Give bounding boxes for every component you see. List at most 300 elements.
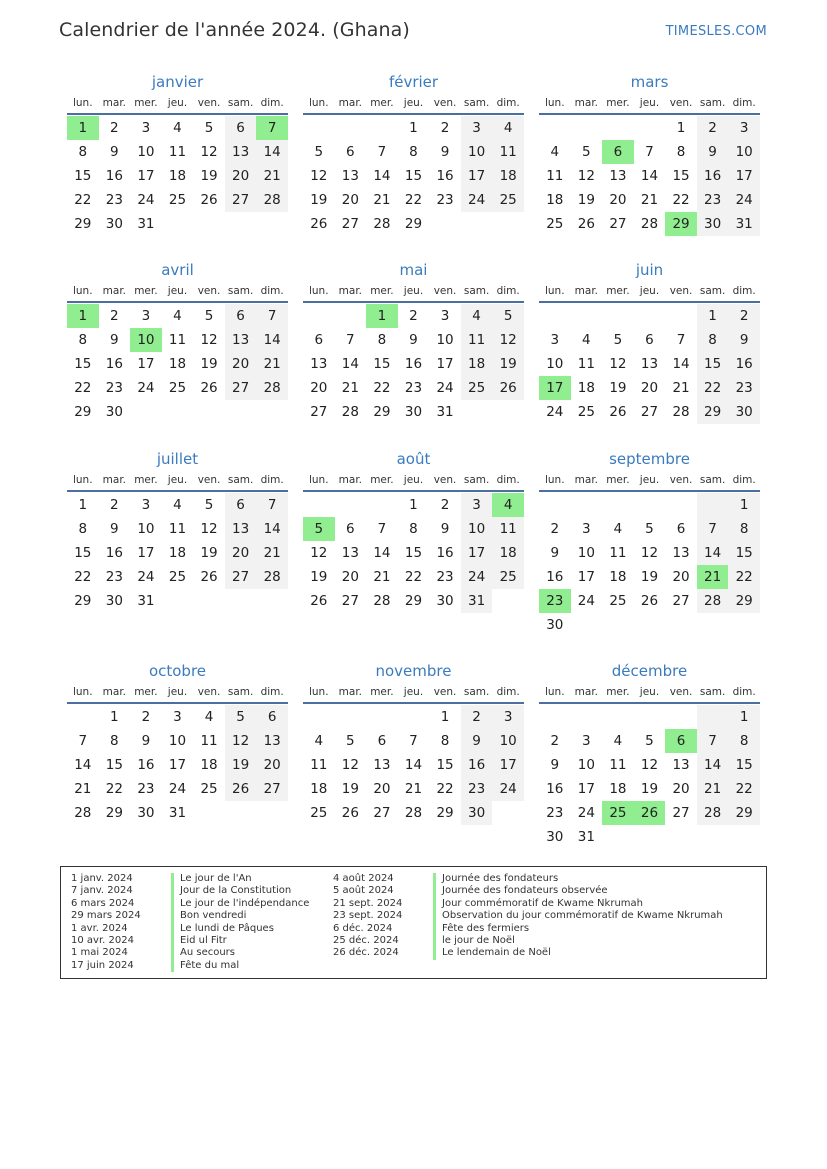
weekday-label: mar. — [338, 285, 363, 297]
day-cell: 19 — [640, 569, 659, 585]
weekday-label: mer. — [134, 97, 158, 109]
day-cell: 5 — [314, 144, 324, 160]
weekday-label: dim. — [732, 474, 756, 486]
holiday-date: 21 sept. 2024 — [333, 897, 403, 909]
day-cell: 30 — [546, 829, 564, 845]
empty-cell — [634, 705, 666, 729]
day-cell: 2 — [728, 304, 760, 328]
holiday-legend — [60, 866, 767, 979]
month-name: mars — [630, 73, 669, 91]
month-10 — [303, 660, 524, 825]
day-cell: 29 — [404, 216, 423, 232]
weekday-label: dim. — [260, 97, 284, 109]
day-cell: 10 — [546, 356, 564, 372]
weekday-label: lun. — [308, 474, 329, 486]
empty-cell — [492, 212, 524, 236]
weekday-label: sam. — [227, 97, 254, 109]
empty-cell — [665, 304, 697, 328]
month-0 — [67, 71, 288, 236]
day-cell: 11 — [168, 521, 187, 537]
weekday-label: ven. — [197, 285, 221, 297]
month-5 — [539, 259, 760, 424]
weekday-label: dim. — [732, 686, 756, 698]
day-cell: 5 — [645, 521, 654, 537]
weekday-label: mer. — [134, 474, 158, 486]
day-cell: 8 — [78, 332, 88, 348]
day-cell: 14 — [697, 541, 729, 565]
day-cell: 19 — [609, 380, 627, 396]
weekday-label: lun. — [544, 474, 565, 486]
day-cell: 3 — [582, 521, 591, 537]
day-cell: 11 — [546, 168, 564, 184]
month-name: novembre — [375, 662, 452, 680]
day-cell: 12 — [200, 332, 218, 348]
empty-cell — [225, 801, 257, 825]
day-cell: 21 — [373, 569, 391, 585]
day-cell: 30 — [137, 805, 155, 821]
day-cell: 13 — [640, 356, 659, 372]
day-cell: 6 — [225, 304, 257, 328]
day-cell: 23 — [105, 192, 123, 208]
holiday-name: Observation du jour commémoratif de Kwame Nkrumah — [433, 910, 723, 922]
day-cell: 30 — [436, 593, 454, 609]
holiday-date: 25 déc. 2024 — [333, 934, 399, 946]
weekday-label: dim. — [260, 285, 284, 297]
empty-cell — [697, 705, 729, 729]
day-cell: 22 — [105, 781, 123, 797]
weekday-label: jeu. — [639, 97, 660, 109]
weekday-label: lun. — [72, 686, 93, 698]
day-cell: 1 — [440, 709, 450, 725]
day-cell: 5 — [346, 733, 355, 749]
day-cell: 7 — [256, 304, 288, 328]
weekday-header — [303, 93, 524, 115]
day-cell: 19 — [225, 753, 257, 777]
day-cell: 22 — [373, 380, 391, 396]
month-3 — [67, 259, 288, 424]
day-cell: 25 — [461, 376, 493, 400]
weekday-header — [539, 682, 760, 704]
day-cell: 10 — [436, 332, 454, 348]
day-cell: 17 — [436, 356, 454, 372]
day-cell: 21 — [404, 781, 423, 797]
holiday-date: 7 janv. 2024 — [71, 885, 133, 897]
day-cell: 24 — [436, 380, 454, 396]
day-cell: 2 — [110, 120, 119, 136]
empty-cell — [634, 825, 666, 849]
day-cell: 25 — [577, 404, 595, 420]
day-cell: 28 — [373, 216, 391, 232]
day-cell: 15 — [373, 356, 391, 372]
day-cell: 24 — [137, 380, 155, 396]
day-cell: 27 — [341, 216, 359, 232]
weekday-label: mer. — [134, 285, 158, 297]
weekday-label: dim. — [732, 285, 756, 297]
day-cell: 17 — [168, 757, 187, 773]
day-cell: 31 — [137, 593, 155, 609]
month-4 — [303, 259, 524, 424]
empty-cell — [492, 400, 524, 424]
day-cell: 7 — [256, 493, 288, 517]
holiday-date: 26 déc. 2024 — [333, 947, 399, 959]
day-cell: 25 — [602, 801, 634, 825]
weekday-label: jeu. — [403, 686, 424, 698]
day-cell: 9 — [728, 328, 760, 352]
day-cell: 22 — [728, 565, 760, 589]
day-cell: 17 — [728, 164, 760, 188]
day-cell: 11 — [461, 328, 493, 352]
day-cell: 22 — [74, 192, 92, 208]
day-cell: 29 — [74, 404, 92, 420]
day-cell: 15 — [436, 757, 454, 773]
empty-cell — [303, 304, 335, 328]
day-cell: 1 — [78, 497, 88, 513]
day-cell: 12 — [609, 356, 627, 372]
holiday-name: Eid ul Fitr — [171, 935, 227, 947]
day-cell: 1 — [67, 116, 99, 140]
day-cell: 3 — [728, 116, 760, 140]
day-cell: 28 — [341, 404, 359, 420]
day-cell: 26 — [492, 376, 524, 400]
day-cell: 10 — [461, 517, 493, 541]
weekday-header — [539, 470, 760, 492]
month-1 — [303, 71, 524, 236]
day-grid — [67, 304, 288, 424]
day-cell: 22 — [728, 777, 760, 801]
day-cell: 20 — [341, 192, 359, 208]
weekday-label: mer. — [606, 686, 630, 698]
weekday-label: mar. — [338, 474, 363, 486]
month-7 — [303, 448, 524, 613]
empty-cell — [303, 116, 335, 140]
weekday-label: jeu. — [167, 97, 188, 109]
day-cell: 28 — [373, 593, 391, 609]
day-cell: 22 — [436, 781, 454, 797]
weekday-label: dim. — [260, 474, 284, 486]
day-cell: 15 — [74, 545, 92, 561]
day-cell: 30 — [105, 593, 123, 609]
weekday-header — [303, 470, 524, 492]
day-cell: 14 — [404, 757, 423, 773]
brand-link[interactable]: TIMESLES.COM — [665, 24, 767, 39]
day-cell: 18 — [200, 757, 218, 773]
day-cell: 17 — [577, 781, 595, 797]
day-grid — [303, 304, 524, 424]
day-cell: 9 — [409, 332, 418, 348]
day-cell: 16 — [105, 168, 123, 184]
weekday-label: sam. — [699, 97, 726, 109]
weekday-label: mar. — [574, 285, 599, 297]
empty-cell — [697, 493, 729, 517]
holiday-date: 23 sept. 2024 — [333, 910, 403, 922]
day-cell: 10 — [577, 545, 595, 561]
day-cell: 25 — [546, 216, 564, 232]
day-cell: 14 — [373, 545, 391, 561]
day-cell: 17 — [137, 545, 155, 561]
day-cell: 19 — [200, 168, 218, 184]
empty-cell — [193, 212, 225, 236]
empty-cell — [461, 400, 493, 424]
month-name: décembre — [611, 662, 688, 680]
empty-cell — [602, 825, 634, 849]
weekday-header — [67, 93, 288, 115]
day-cell: 21 — [74, 781, 92, 797]
empty-cell — [303, 493, 335, 517]
day-cell: 9 — [141, 733, 151, 749]
day-cell: 18 — [492, 164, 524, 188]
day-cell: 11 — [168, 144, 187, 160]
day-cell: 17 — [461, 164, 493, 188]
month-name: mai — [399, 261, 428, 279]
day-cell: 5 — [204, 497, 214, 513]
empty-cell — [256, 212, 288, 236]
holiday-name: Fête du mal — [171, 960, 239, 972]
day-cell: 18 — [310, 781, 328, 797]
empty-cell — [335, 304, 367, 328]
day-cell: 22 — [404, 192, 423, 208]
day-cell: 18 — [492, 541, 524, 565]
weekday-label: mar. — [574, 97, 599, 109]
day-cell: 5 — [492, 304, 524, 328]
day-cell: 9 — [440, 521, 450, 537]
weekday-label: sam. — [227, 686, 254, 698]
empty-cell — [602, 304, 634, 328]
day-cell: 8 — [409, 144, 418, 160]
day-cell: 9 — [110, 144, 119, 160]
day-cell: 21 — [672, 380, 690, 396]
day-cell: 23 — [105, 569, 123, 585]
holiday-name: le jour de Noël — [433, 935, 515, 947]
day-cell: 26 — [200, 192, 218, 208]
day-cell: 26 — [609, 404, 627, 420]
day-cell: 14 — [256, 140, 288, 164]
day-cell: 21 — [640, 192, 659, 208]
day-cell: 24 — [728, 188, 760, 212]
day-cell: 19 — [341, 781, 359, 797]
day-cell: 22 — [74, 380, 92, 396]
day-cell: 1 — [67, 304, 99, 328]
empty-cell — [634, 613, 666, 637]
holiday-date: 29 mars 2024 — [71, 910, 141, 922]
day-cell: 8 — [78, 144, 88, 160]
weekday-label: jeu. — [403, 97, 424, 109]
day-cell: 15 — [74, 356, 92, 372]
day-cell: 31 — [436, 404, 454, 420]
day-cell: 18 — [609, 781, 627, 797]
day-cell: 5 — [225, 705, 257, 729]
day-cell: 20 — [341, 569, 359, 585]
day-cell: 26 — [200, 380, 218, 396]
day-cell: 3 — [461, 493, 493, 517]
day-cell: 25 — [609, 593, 627, 609]
day-cell: 2 — [550, 521, 560, 537]
empty-cell — [366, 493, 398, 517]
day-cell: 3 — [582, 733, 591, 749]
day-cell: 9 — [550, 757, 560, 773]
day-cell: 11 — [609, 757, 627, 773]
day-cell: 27 — [672, 805, 690, 821]
day-cell: 9 — [110, 332, 119, 348]
empty-cell — [225, 589, 257, 613]
day-cell: 21 — [697, 777, 729, 801]
day-cell: 5 — [582, 144, 591, 160]
day-cell: 29 — [697, 400, 729, 424]
empty-cell — [335, 116, 367, 140]
month-name: janvier — [151, 73, 204, 91]
day-cell: 10 — [137, 521, 155, 537]
page-title: Calendrier de l'année 2024. (Ghana) — [59, 19, 410, 41]
day-cell: 17 — [137, 356, 155, 372]
empty-cell — [602, 613, 634, 637]
day-cell: 20 — [373, 781, 391, 797]
day-cell: 25 — [492, 188, 524, 212]
holiday-name: Fête des fermiers — [433, 923, 529, 935]
empty-cell — [571, 705, 603, 729]
day-cell: 12 — [492, 328, 524, 352]
empty-cell — [492, 801, 524, 825]
day-cell: 27 — [609, 216, 627, 232]
day-cell: 6 — [602, 140, 634, 164]
day-cell: 4 — [550, 144, 560, 160]
day-cell: 18 — [577, 380, 595, 396]
day-cell: 27 — [256, 777, 288, 801]
weekday-label: lun. — [72, 285, 93, 297]
day-grid — [303, 493, 524, 613]
weekday-label: dim. — [496, 474, 520, 486]
month-name: août — [396, 450, 431, 468]
day-cell: 2 — [440, 497, 450, 513]
day-cell: 13 — [225, 328, 257, 352]
empty-cell — [193, 801, 225, 825]
empty-cell — [162, 589, 194, 613]
day-cell: 12 — [577, 168, 595, 184]
day-cell: 28 — [256, 565, 288, 589]
day-cell: 7 — [697, 729, 729, 753]
day-cell: 2 — [440, 120, 450, 136]
day-cell: 3 — [440, 308, 450, 324]
weekday-label: mar. — [338, 686, 363, 698]
month-name: avril — [161, 261, 194, 279]
weekday-header — [303, 682, 524, 704]
day-cell: 10 — [137, 144, 155, 160]
day-cell: 16 — [436, 545, 454, 561]
weekday-label: lun. — [72, 97, 93, 109]
day-cell: 17 — [492, 753, 524, 777]
day-cell: 28 — [672, 404, 690, 420]
day-cell: 6 — [314, 332, 324, 348]
day-cell: 8 — [377, 332, 387, 348]
weekday-label: lun. — [72, 474, 93, 486]
day-cell: 16 — [461, 753, 493, 777]
day-cell: 3 — [550, 332, 560, 348]
empty-cell — [571, 493, 603, 517]
day-cell: 17 — [577, 569, 595, 585]
weekday-label: mer. — [606, 474, 630, 486]
weekday-label: dim. — [496, 686, 520, 698]
weekday-label: ven. — [669, 285, 693, 297]
weekday-label: mar. — [102, 97, 127, 109]
holiday-name: Le jour de l'An — [171, 873, 252, 885]
day-cell: 27 — [225, 565, 257, 589]
weekday-label: jeu. — [403, 285, 424, 297]
day-cell: 15 — [728, 753, 760, 777]
day-cell: 29 — [728, 589, 760, 613]
weekday-label: jeu. — [403, 474, 424, 486]
day-cell: 24 — [168, 781, 187, 797]
day-cell: 26 — [225, 777, 257, 801]
day-cell: 27 — [640, 404, 659, 420]
month-name: septembre — [609, 450, 690, 468]
day-grid — [539, 705, 760, 849]
empty-cell — [539, 493, 571, 517]
empty-cell — [602, 116, 634, 140]
holiday-date: 5 août 2024 — [333, 885, 394, 897]
day-cell: 8 — [676, 144, 686, 160]
day-cell: 4 — [613, 521, 623, 537]
day-cell: 20 — [256, 753, 288, 777]
empty-cell — [303, 705, 335, 729]
weekday-label: lun. — [308, 285, 329, 297]
day-cell: 7 — [377, 521, 387, 537]
day-cell: 1 — [366, 304, 398, 328]
day-cell: 23 — [436, 569, 454, 585]
day-cell: 17 — [461, 541, 493, 565]
day-cell: 30 — [105, 216, 123, 232]
holiday-name: Journée des fondateurs — [433, 873, 558, 885]
month-name: juillet — [156, 450, 199, 468]
empty-cell — [398, 705, 430, 729]
day-cell: 16 — [546, 569, 564, 585]
empty-cell — [256, 400, 288, 424]
weekday-label: dim. — [732, 97, 756, 109]
day-cell: 6 — [665, 729, 697, 753]
weekday-label: lun. — [308, 97, 329, 109]
day-cell: 12 — [225, 729, 257, 753]
day-cell: 29 — [105, 805, 123, 821]
day-cell: 31 — [168, 805, 187, 821]
empty-cell — [602, 493, 634, 517]
day-cell: 5 — [204, 120, 214, 136]
day-cell: 16 — [436, 168, 454, 184]
weekday-header — [67, 281, 288, 303]
day-cell: 5 — [645, 733, 654, 749]
weekday-label: mer. — [606, 285, 630, 297]
day-cell: 3 — [173, 709, 182, 725]
empty-cell — [225, 400, 257, 424]
holiday-date: 6 mars 2024 — [71, 897, 135, 909]
day-cell: 14 — [672, 356, 690, 372]
day-cell: 24 — [577, 593, 595, 609]
day-cell: 10 — [492, 729, 524, 753]
day-cell: 27 — [225, 376, 257, 400]
day-grid — [67, 705, 288, 825]
day-grid — [303, 116, 524, 236]
weekday-label: jeu. — [639, 285, 660, 297]
day-cell: 15 — [105, 757, 123, 773]
day-cell: 23 — [404, 380, 423, 396]
day-cell: 16 — [697, 164, 729, 188]
day-cell: 29 — [404, 593, 423, 609]
holiday-name: Le jour de l'indépendance — [171, 898, 309, 910]
weekday-header — [539, 93, 760, 115]
weekday-label: lun. — [544, 686, 565, 698]
empty-cell — [256, 589, 288, 613]
day-cell: 17 — [539, 376, 571, 400]
day-cell: 26 — [634, 801, 666, 825]
day-cell: 15 — [404, 168, 423, 184]
day-cell: 14 — [256, 517, 288, 541]
day-cell: 27 — [373, 805, 391, 821]
